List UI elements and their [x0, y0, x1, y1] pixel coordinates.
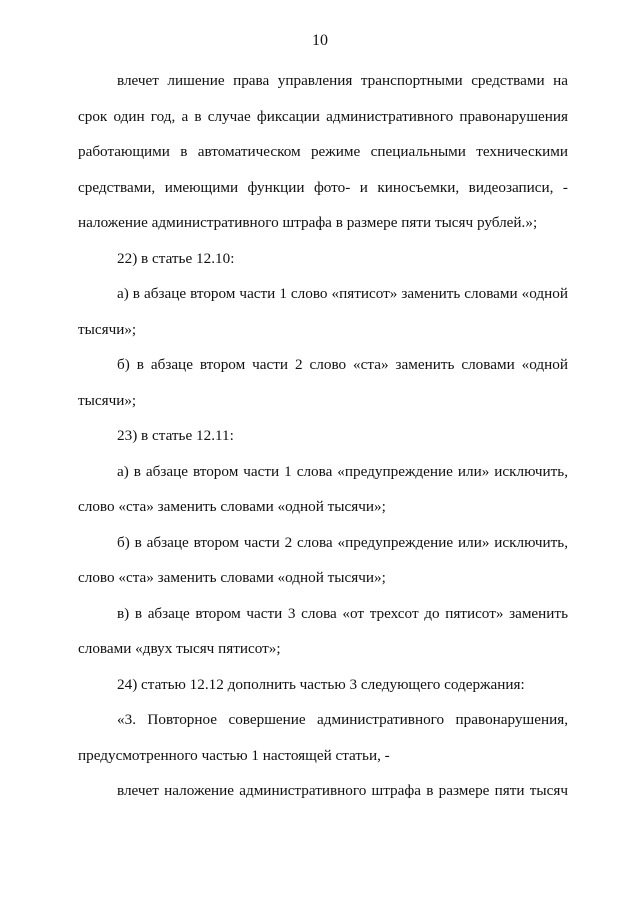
text-line-3: работающими в автоматическом режиме специальными техническими [78, 143, 568, 160]
text-line-9: б) в абзаце втором части 2 слово «ста» заменить словами «одной [117, 356, 568, 373]
text-line-12: а) в абзаце втором части 1 слова «предупреждение или» исключить, [117, 463, 568, 480]
text-line-4: средствами, имеющими функции фото- и киносъемки, видеозаписи, - [78, 179, 568, 196]
text-line-1: влечет лишение права управления транспортными средствами на [117, 72, 568, 89]
text-line-17: словами «двух тысяч пятисот»; [78, 640, 281, 657]
text-line-18: 24) статью 12.12 дополнить частью 3 следующего содержания: [117, 676, 525, 693]
text-line-21: влечет наложение административного штрафа в размере пяти тысяч [117, 782, 568, 799]
text-line-5: наложение административного штрафа в размере пяти тысяч рублей.»; [78, 214, 538, 231]
text-line-10: тысячи»; [78, 392, 137, 409]
text-line-15: слово «ста» заменить словами «одной тысячи»; [78, 569, 386, 586]
text-line-13: слово «ста» заменить словами «одной тысячи»; [78, 498, 386, 515]
text-line-7: а) в абзаце втором части 1 слово «пятисот» заменить словами «одной [117, 285, 568, 302]
text-line-8: тысячи»; [78, 321, 137, 338]
text-line-20: предусмотренного частью 1 настоящей статьи, - [78, 747, 390, 764]
page-number: 10 [312, 32, 328, 49]
text-line-16: в) в абзаце втором части 3 слова «от трехсот до пятисот» заменить [117, 605, 568, 622]
text-line-2: срок один год, а в случае фиксации административного правонарушения [78, 108, 568, 125]
text-line-6: 22) в статье 12.10: [117, 250, 235, 267]
text-line-19: «3. Повторное совершение административного правонарушения, [117, 711, 568, 728]
text-line-14: б) в абзаце втором части 2 слова «предупреждение или» исключить, [117, 534, 568, 551]
text-line-11: 23) в статье 12.11: [117, 427, 234, 444]
